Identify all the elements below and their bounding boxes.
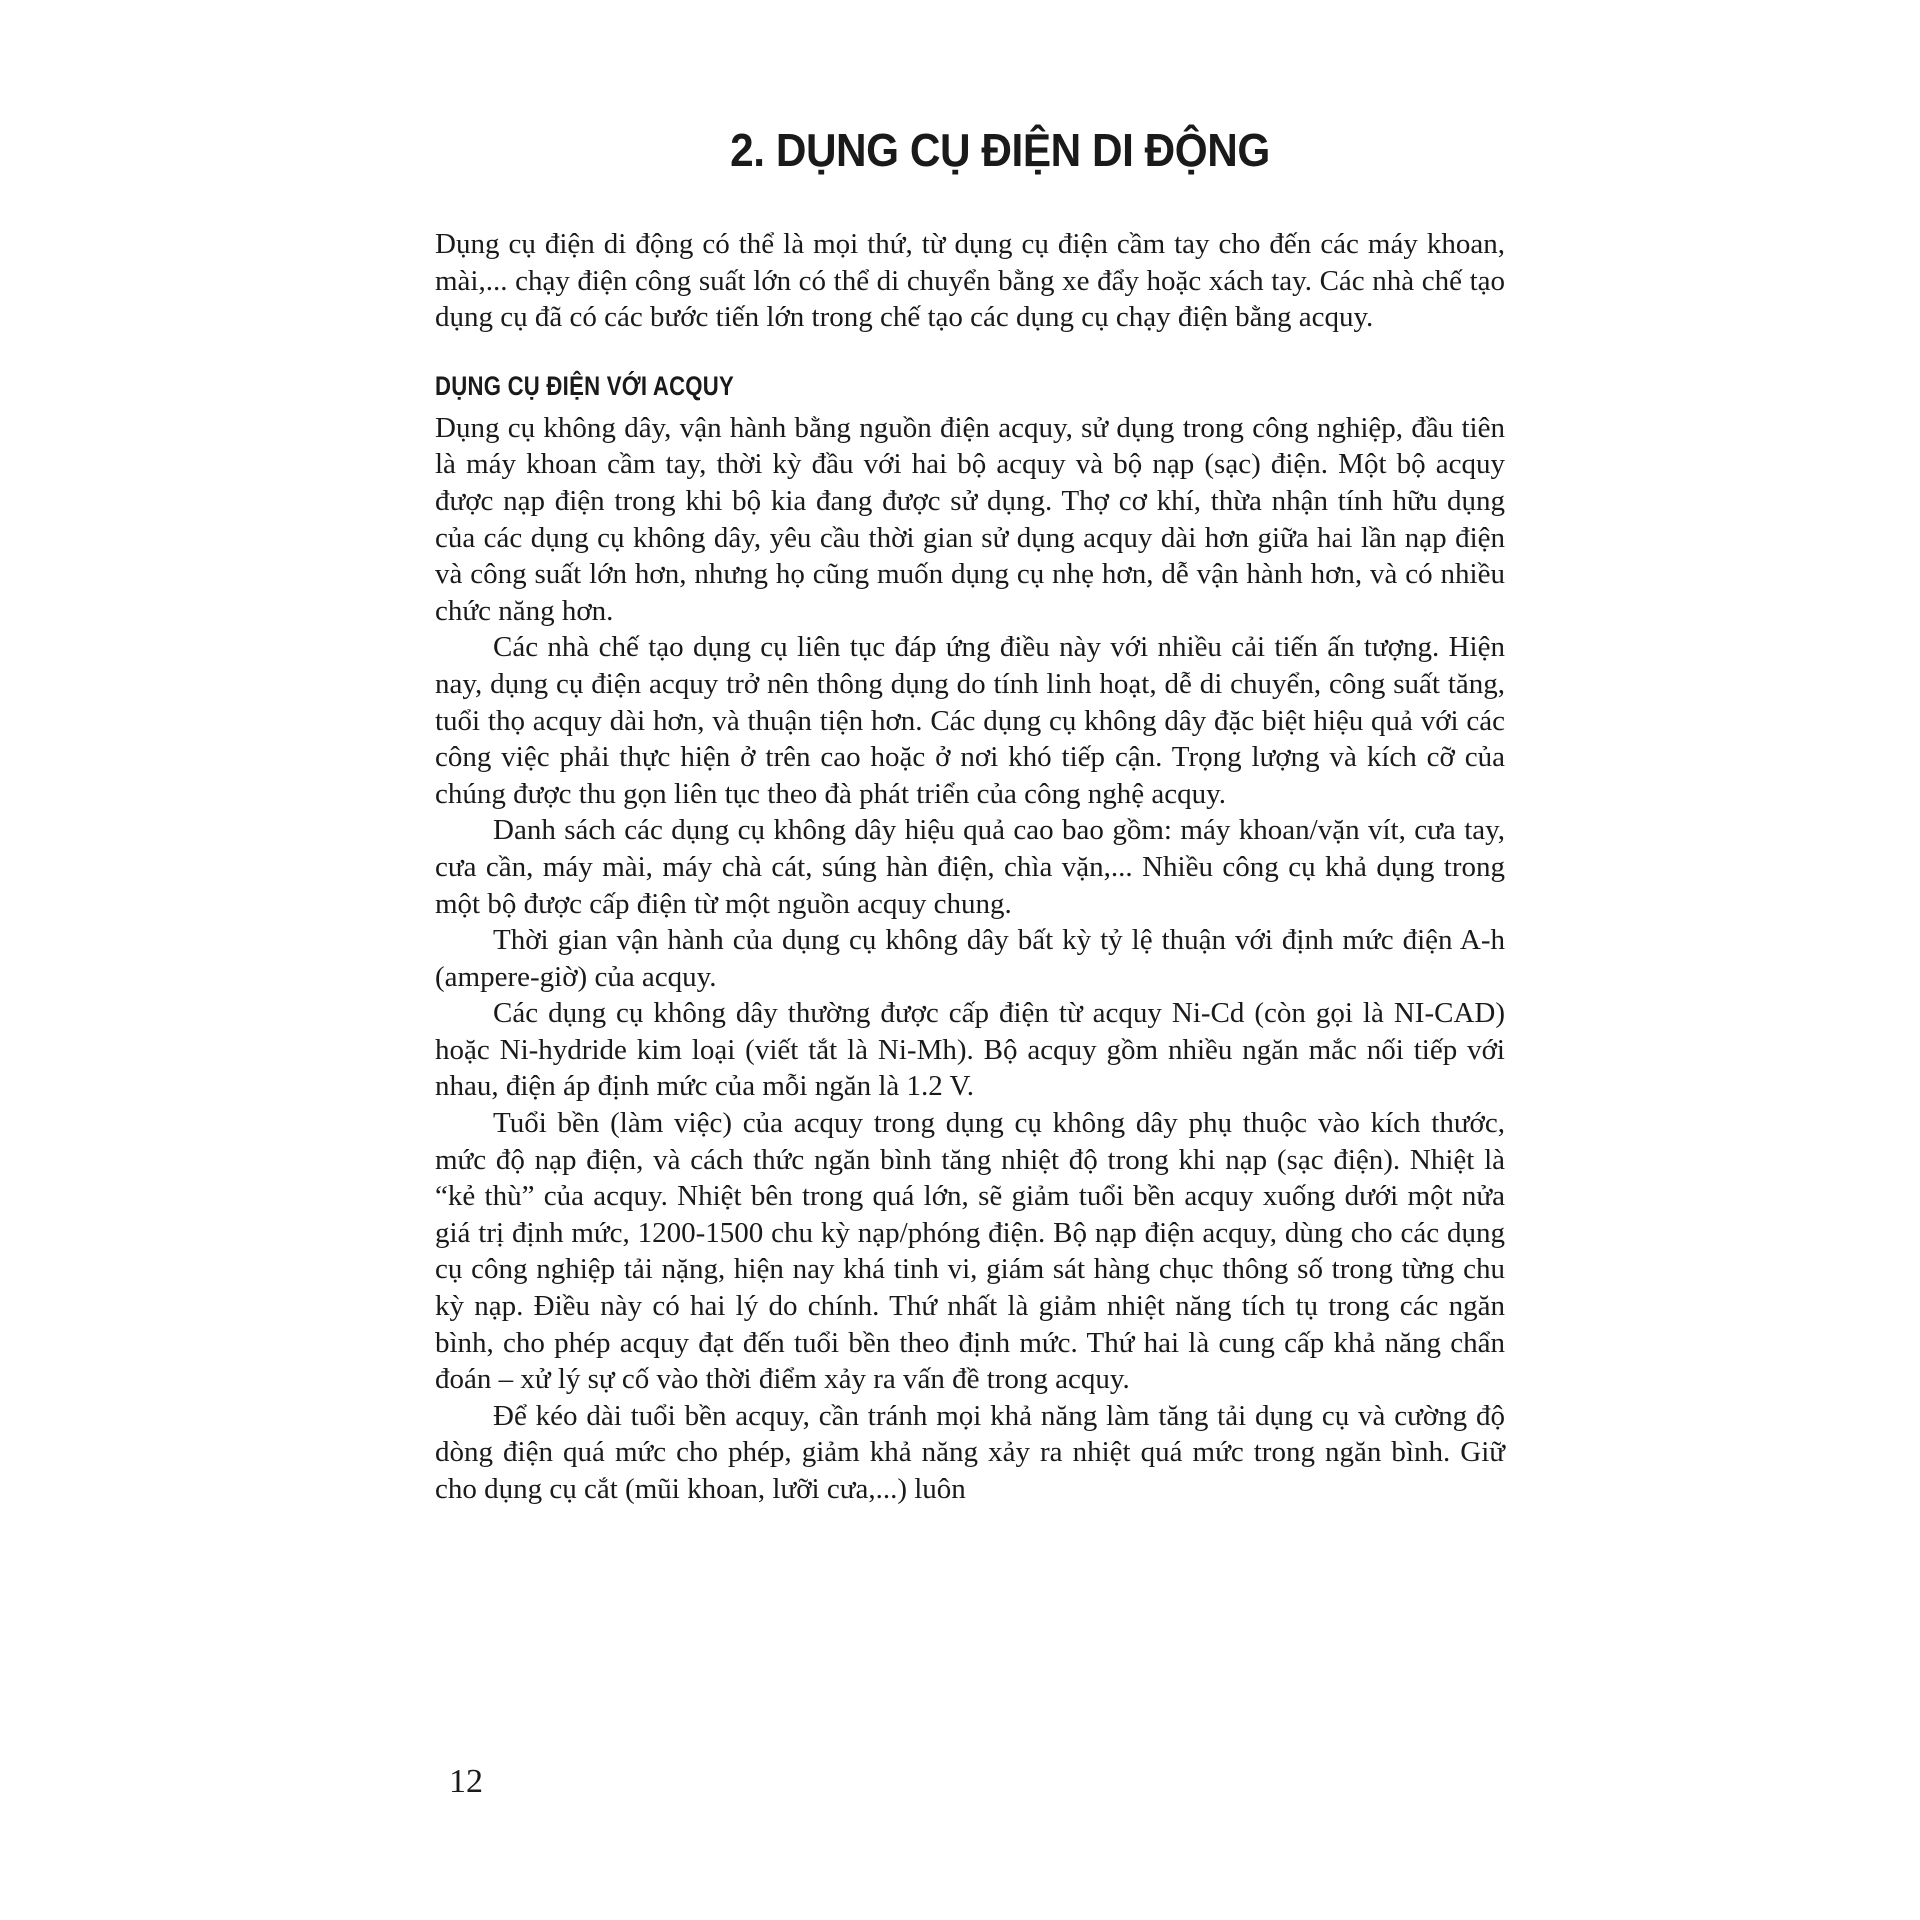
chapter-title: 2. DỤNG CỤ ĐIỆN DI ĐỘNG [730, 124, 1270, 176]
page-number: 12 [449, 1763, 483, 1800]
section-heading: DỤNG CỤ ĐIỆN VỚI ACQUY [435, 370, 735, 401]
paragraph-6: Tuổi bền (làm việc) của acquy trong dụng cụ không dây phụ thuộc vào kích thước, mức độ nạp điện, và cách thức ngăn bình tăng nhiệt độ trong khi nạp (sạc điện). Nhiệt là “kẻ thù” của acquy. Nhiệt bên trong quá lớn, sẽ giảm tuổi bền acquy xuống dưới một nửa giá trị định mức, 1200-1500 chu kỳ nạp/phóng điện. Bộ nạp điện acquy, dùng cho các dụng cụ công nghiệp tải nặng, hiện nay khá tinh vi, giám sát hàng chục thông số trong từng chu kỳ nạp. Điều này có hai lý do chính. Thứ nhất là giảm nhiệt năng tích tụ trong các ngăn bình, cho phép acquy đạt đến tuổi bền theo định mức. Thứ hai là cung cấp khả năng chẩn đoán – xử lý sự cố vào thời điểm xảy ra vấn đề trong acquy. [435, 1107, 1505, 1396]
paragraph-1: Dụng cụ không dây, vận hành bằng nguồn điện acquy, sử dụng trong công nghiệp, đầu tiên là máy khoan cầm tay, thời kỳ đầu với hai bộ acquy và bộ nạp (sạc) điện. Một bộ acquy được nạp điện trong khi bộ kia đang được sử dụng. Thợ cơ khí, thừa nhận tính hữu dụng của các dụng cụ không dây, yêu cầu thời gian sử dụng acquy dài hơn giữa hai lần nạp điện và công suất lớn hơn, nhưng họ cũng muốn dụng cụ nhẹ hơn, dễ vận hành hơn, và có nhiều chức năng hơn. [435, 411, 1505, 627]
paragraph-2: Các nhà chế tạo dụng cụ liên tục đáp ứng điều này với nhiều cải tiến ấn tượng. Hiện nay, dụng cụ điện acquy trở nên thông dụng do tính linh hoạt, dễ di chuyển, công suất tăng, tuổi thọ acquy dài hơn, và thuận tiện hơn. Các dụng cụ không dây đặc biệt hiệu quả với các công việc phải thực hiện ở trên cao hoặc ở nơi khó tiếp cận. Trọng lượng và kích cỡ của chúng được thu gọn liên tục theo đà phát triển của công nghệ acquy. [435, 631, 1505, 810]
document-page [435, 118, 1505, 1818]
intro-paragraph: Dụng cụ điện di động có thể là mọi thứ, từ dụng cụ điện cầm tay cho đến các máy khoan, mài,... chạy điện công suất lớn có thể di chuyển bằng xe đẩy hoặc xách tay. Các nhà chế tạo dụng cụ đã có các bước tiến lớn trong chế tạo các dụng cụ chạy điện bằng acquy. [435, 228, 1505, 334]
paragraph-5: Các dụng cụ không dây thường được cấp điện từ acquy Ni-Cd (còn gọi là NI-CAD) hoặc Ni-hydride kim loại (viết tắt là Ni-Mh). Bộ acquy gồm nhiều ngăn mắc nối tiếp với nhau, điện áp định mức của mỗi ngăn là 1.2 V. [435, 997, 1505, 1103]
paragraph-3: Danh sách các dụng cụ không dây hiệu quả cao bao gồm: máy khoan/vặn vít, cưa tay, cưa cần, máy mài, máy chà cát, súng hàn điện, chìa vặn,... Nhiều công cụ khả dụng trong một bộ được cấp điện từ một nguồn acquy chung. [435, 814, 1505, 920]
paragraph-4: Thời gian vận hành của dụng cụ không dây bất kỳ tỷ lệ thuận với định mức điện A-h (ampere-giờ) của acquy. [435, 924, 1505, 993]
paragraph-7: Để kéo dài tuổi bền acquy, cần tránh mọi khả năng làm tăng tải dụng cụ và cường độ dòng điện quá mức cho phép, giảm khả năng xảy ra nhiệt quá mức trong ngăn bình. Giữ cho dụng cụ cắt (mũi khoan, lưỡi cưa,...) luôn [435, 1399, 1505, 1505]
